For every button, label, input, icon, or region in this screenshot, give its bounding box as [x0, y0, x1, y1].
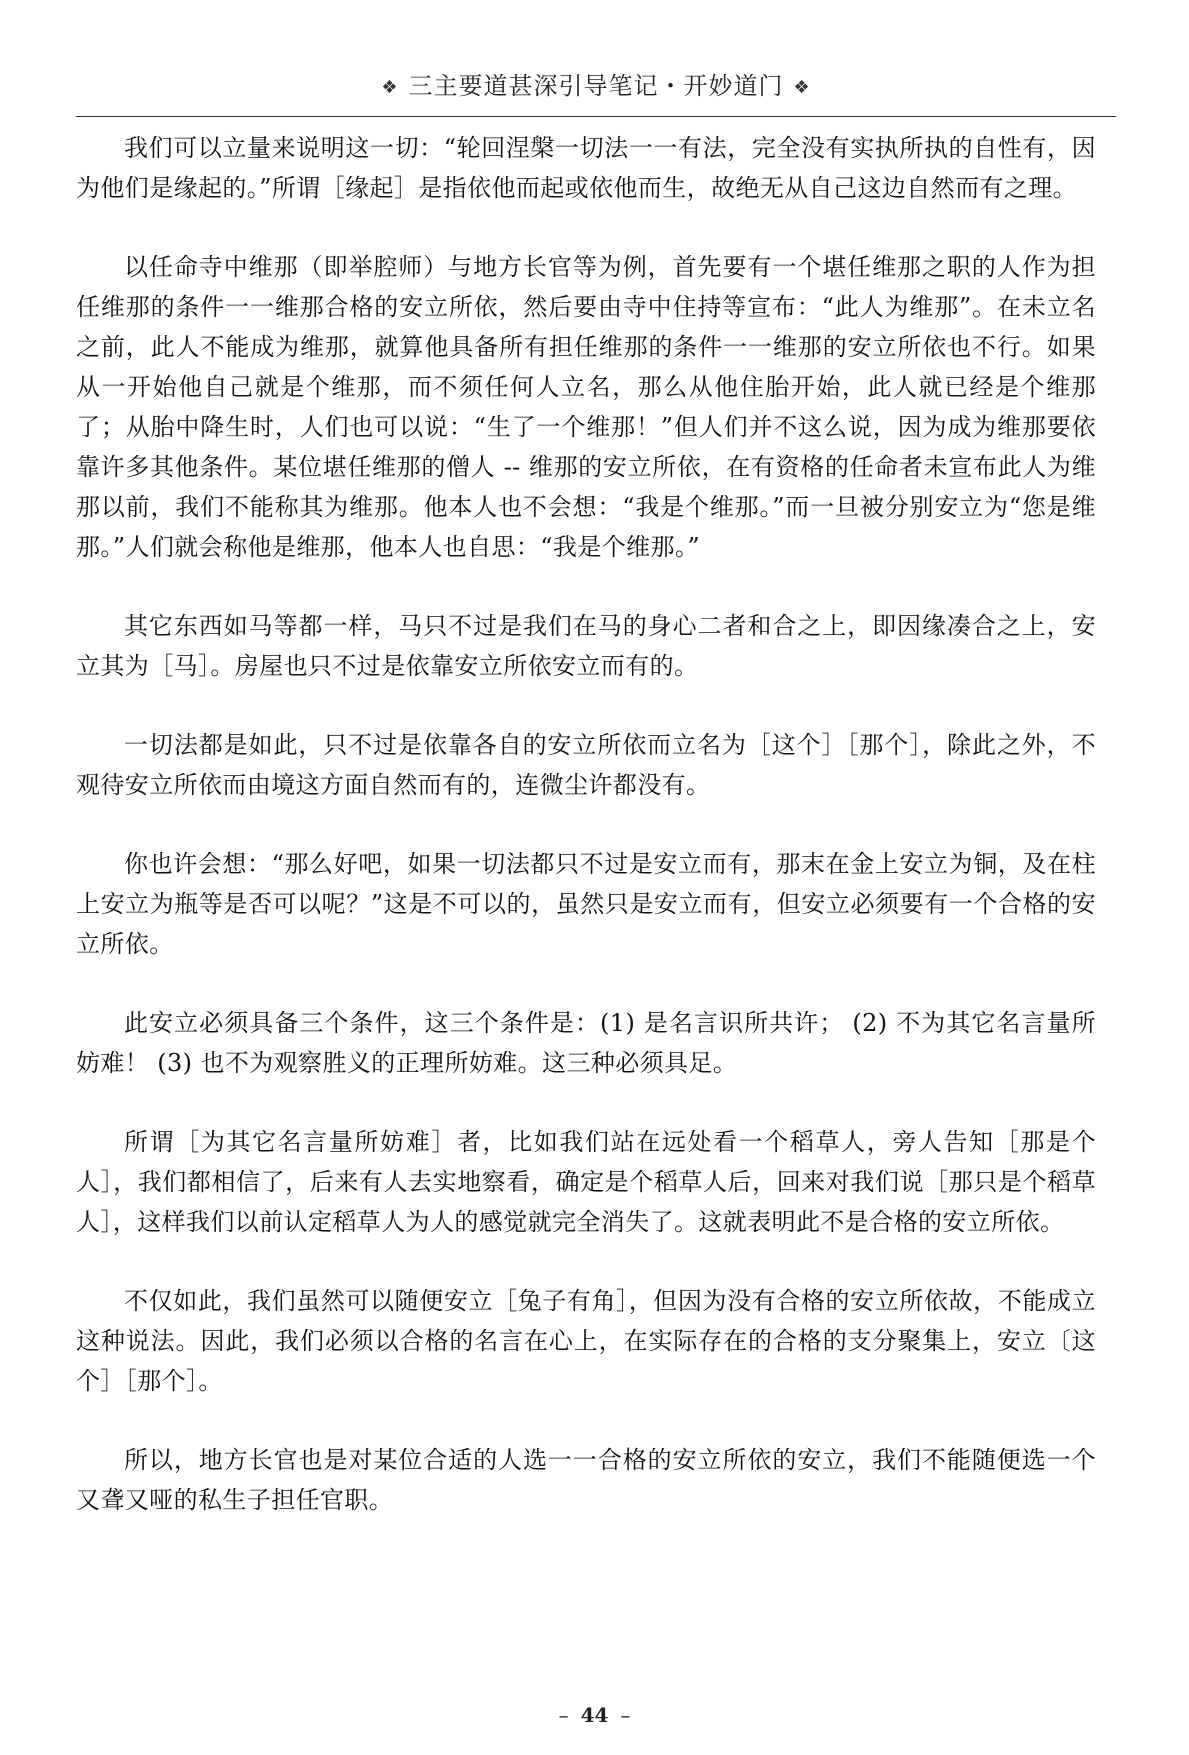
paragraph-2: 以任命寺中维那（即举腔师）与地方长官等为例，首先要有一个堪任维那之职的人作为担任维那的条件一一维那合格的安立所依，然后要由寺中住持等宣布：“此人为维那”。在未立名之前，此人不能成为维那，就算他具备所有担任维那的条件一一维那的安立所依也不行。如果从一开始他自己就是个维那，而不须任何人立名，那么从他住胎开始，此人就已经是个维那了；从胎中降生时，人们也可以说：“生了一个维那！”但人们并不这么说，因为成为维那要依靠许多其他条件。某位堪任维那的僧人 -- 维那的安立所依，在有资格的任命者未宣布此人为维那以前，我们不能称其为维那。他本人也不会想：“我是个维那。”而一旦被分别安立为“您是维那。”人们就会称他是维那，他本人也自思：“我是个维那。”	[76, 253, 1096, 561]
paragraph-9: 所以，地方长官也是对某位合适的人选一一合格的安立所依的安立，我们不能随便选一个又聋又哑的私生子担任官职。	[76, 1446, 1096, 1514]
header-title: 三主要道甚深引导笔记・开妙道门	[408, 72, 784, 100]
running-header	[76, 66, 1116, 116]
ornament-left-icon: ❖	[381, 77, 399, 98]
header-rule	[76, 116, 1116, 117]
paragraph-5: 你也许会想：“那么好吧，如果一切法都只不过是安立而有，那末在金上安立为铜，及在柱上安立为瓶等是否可以呢？”这是不可以的，虽然只是安立而有，但安立必须要有一个合格的安立所依。	[76, 850, 1096, 958]
paragraph-1: 我们可以立量来说明这一切：“轮回涅槃一切法一一有法，完全没有实执所执的自性有，因为他们是缘起的。”所谓［缘起］是指依他而起或依他而生，故绝无从自己这边自然而有之理。	[76, 134, 1096, 202]
page-footer	[0, 1700, 1189, 1730]
paragraph-3: 其它东西如马等都一样，马只不过是我们在马的身心二者和合之上，即因缘凑合之上，安立其为［马］。房屋也只不过是依靠安立所依安立而有的。	[76, 612, 1096, 680]
paragraph-7: 所谓［为其它名言量所妨难］者，比如我们站在远处看一个稻草人，旁人告知［那是个人］，我们都相信了，后来有人去实地察看，确定是个稻草人后，回来对我们说［那只是个稻草人］，这样我们以前认定稻草人为人的感觉就完全消失了。这就表明此不是合格的安立所依。	[76, 1128, 1096, 1236]
paragraph-8: 不仅如此，我们虽然可以随便安立［兔子有角］，但因为没有合格的安立所依故，不能成立这种说法。因此，我们必须以合格的名言在心上，在实际存在的合格的支分聚集上，安立〔这个］［那个］。	[76, 1287, 1096, 1395]
footer-dash-right: –	[620, 1703, 631, 1727]
paragraph-6: 此安立必须具备三个条件，这三个条件是：(1) 是名言识所共许； (2) 不为其它名言量所妨难！ (3) 也不为观察胜义的正理所妨难。这三种必须具足。	[76, 1009, 1096, 1077]
page-number: 44	[580, 1703, 609, 1727]
footer-dash-left: –	[558, 1703, 569, 1727]
ornament-right-icon: ❖	[793, 77, 811, 98]
paragraph-4: 一切法都是如此，只不过是依靠各自的安立所依而立名为［这个］［那个］，除此之外，不观待安立所依而由境这方面自然而有的，连微尘许都没有。	[76, 731, 1096, 799]
body-text	[76, 128, 1096, 1559]
